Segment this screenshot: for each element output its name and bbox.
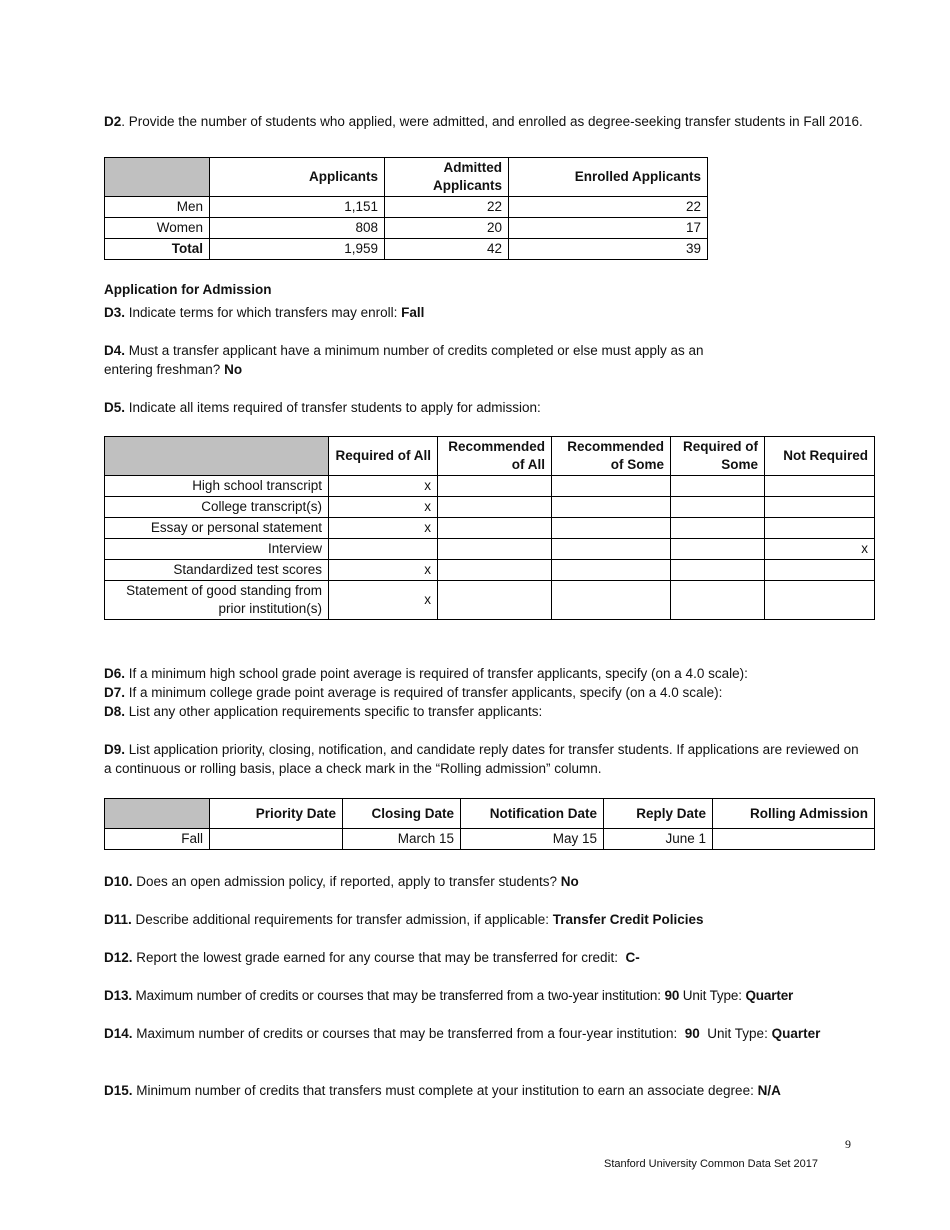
table-row — [105, 560, 875, 581]
d5-row-label: College transcript(s) — [105, 497, 329, 518]
d14-question: D14. Maximum number of credits or courses that may be transferred from a four-year institution: 90 Unit Type: Quarter — [104, 1026, 821, 1041]
d5-cell — [765, 497, 875, 518]
d2-header-applicants: Applicants — [210, 158, 385, 197]
table-row — [105, 239, 708, 260]
d5-header-blank — [105, 437, 329, 476]
d12-question: D12. Report the lowest grade earned for any course that may be transferred for credit: C- — [104, 950, 640, 965]
d6-question: D6. If a minimum high school grade point average is required of transfer applicants, specify (on a 4.0 scale): — [104, 666, 748, 681]
d12-answer: C- — [625, 950, 640, 965]
d3-question: D3. Indicate terms for which transfers may enroll: Fall — [104, 305, 425, 320]
d5-row-label: High school transcript — [105, 476, 329, 497]
d5-cell — [438, 560, 552, 581]
d11-answer: Transfer Credit Policies — [552, 912, 704, 927]
table-row — [105, 518, 875, 539]
table-row — [105, 539, 875, 560]
table-row — [105, 476, 875, 497]
d2-table — [104, 157, 708, 260]
table-row — [105, 829, 875, 850]
d14-answer: 90 — [684, 1026, 700, 1041]
table-row — [105, 218, 708, 239]
d11-question: D11. Describe additional requirements for transfer admission, if applicable: Transfer Credit Policies — [104, 912, 704, 927]
d2-header-enrolled: Enrolled Applicants — [509, 158, 708, 197]
d2-cell: 39 — [509, 239, 708, 260]
d7-question: D7. If a minimum college grade point average is required of transfer applicants, specify (on a 4.0 scale): — [104, 685, 723, 700]
d5-cell — [671, 497, 765, 518]
d9-header-notification: Notification Date — [461, 799, 604, 829]
d9-header-blank — [105, 799, 210, 829]
d9-cell: May 15 — [461, 829, 604, 850]
d5-cell — [765, 581, 875, 620]
d5-cell — [671, 518, 765, 539]
d9-row-label: Fall — [105, 829, 210, 850]
table-row — [105, 197, 708, 218]
d5-row-label: Essay or personal statement — [105, 518, 329, 539]
d5-cell: x — [329, 497, 438, 518]
d2-cell: 17 — [509, 218, 708, 239]
d2-row-label: Men — [105, 197, 210, 218]
d5-cell — [671, 476, 765, 497]
d9-cell — [713, 829, 875, 850]
d5-question: D5. Indicate all items required of transfer students to apply for admission: — [104, 400, 541, 415]
page-number: 9 — [845, 1137, 851, 1151]
d2-cell: 1,959 — [210, 239, 385, 260]
d5-cell — [438, 518, 552, 539]
d5-cell — [552, 518, 671, 539]
d5-cell — [438, 539, 552, 560]
d5-cell — [671, 581, 765, 620]
d2-question: D2. Provide the number of students who applied, were admitted, and enrolled as degree-seeking transfer students in Fall 2016. — [104, 114, 863, 129]
d5-row-label: Standardized test scores — [105, 560, 329, 581]
d5-row-label: Statement of good standing from prior institution(s) — [105, 581, 329, 620]
d13-answer: 90 — [664, 988, 680, 1003]
d5-cell — [671, 560, 765, 581]
d2-row-label: Total — [105, 239, 210, 260]
d5-cell — [552, 476, 671, 497]
d5-cell — [438, 476, 552, 497]
d5-cell — [438, 581, 552, 620]
d5-cell: x — [329, 581, 438, 620]
d5-cell — [329, 539, 438, 560]
d5-row-label: Interview — [105, 539, 329, 560]
d2-cell: 22 — [509, 197, 708, 218]
d13-unit: Quarter — [745, 988, 794, 1003]
d14-unit: Quarter — [771, 1026, 821, 1041]
d4-question: D4. Must a transfer applicant have a minimum number of credits completed or else must apply as an entering freshman? No — [104, 343, 704, 377]
d5-table — [104, 436, 875, 620]
d10-answer: No — [560, 874, 579, 889]
d2-header-blank — [105, 158, 210, 197]
d2-cell: 22 — [385, 197, 509, 218]
d5-cell — [552, 539, 671, 560]
d15-answer: N/A — [757, 1083, 781, 1098]
d9-header-priority: Priority Date — [210, 799, 343, 829]
d5-header-required-some: Required of Some — [671, 437, 765, 476]
d2-header-admitted: Admitted Applicants — [385, 158, 509, 197]
d5-header-not-required: Not Required — [765, 437, 875, 476]
d9-header-reply: Reply Date — [604, 799, 713, 829]
d5-cell — [765, 560, 875, 581]
d3-answer: Fall — [401, 305, 425, 320]
d5-header-recommended-all: Recommended of All — [438, 437, 552, 476]
d2-cell: 42 — [385, 239, 509, 260]
d2-row-label: Women — [105, 218, 210, 239]
d5-cell — [765, 518, 875, 539]
d5-cell — [765, 476, 875, 497]
d5-cell — [671, 539, 765, 560]
d9-cell: June 1 — [604, 829, 713, 850]
d5-header-recommended-some: Recommended of Some — [552, 437, 671, 476]
d5-cell — [552, 560, 671, 581]
d2-cell: 20 — [385, 218, 509, 239]
d9-cell — [210, 829, 343, 850]
d2-cell: 808 — [210, 218, 385, 239]
table-row — [105, 497, 875, 518]
d5-cell: x — [765, 539, 875, 560]
section-heading: Application for Admission — [104, 282, 272, 297]
page-footer: Stanford University Common Data Set 2017 — [604, 1158, 818, 1170]
d9-header-closing: Closing Date — [343, 799, 461, 829]
d5-cell — [552, 581, 671, 620]
d9-header-rolling: Rolling Admission — [713, 799, 875, 829]
d2-cell: 1,151 — [210, 197, 385, 218]
d5-cell: x — [329, 518, 438, 539]
d13-question: D13. Maximum number of credits or courses that may be transferred from a two-year institution: 90 Unit Type: Quarter — [104, 988, 794, 1003]
d5-cell: x — [329, 560, 438, 581]
table-row — [105, 581, 875, 620]
d5-cell — [438, 497, 552, 518]
d15-question: D15. Minimum number of credits that transfers must complete at your institution to earn an associate degree: N/A — [104, 1083, 781, 1098]
d9-question: D9. List application priority, closing, notification, and candidate reply dates for transfer students. If applications are reviewed on a continuous or rolling basis, place a check mark in the “Rolling admission” column. — [104, 742, 859, 776]
d5-header-required-all: Required of All — [329, 437, 438, 476]
d9-cell: March 15 — [343, 829, 461, 850]
d8-question: D8. List any other application requirements specific to transfer applicants: — [104, 704, 543, 719]
d10-question: D10. Does an open admission policy, if reported, apply to transfer students? No — [104, 874, 579, 889]
d5-cell: x — [329, 476, 438, 497]
d9-table — [104, 798, 875, 850]
d4-answer: No — [224, 362, 243, 377]
d5-cell — [552, 497, 671, 518]
